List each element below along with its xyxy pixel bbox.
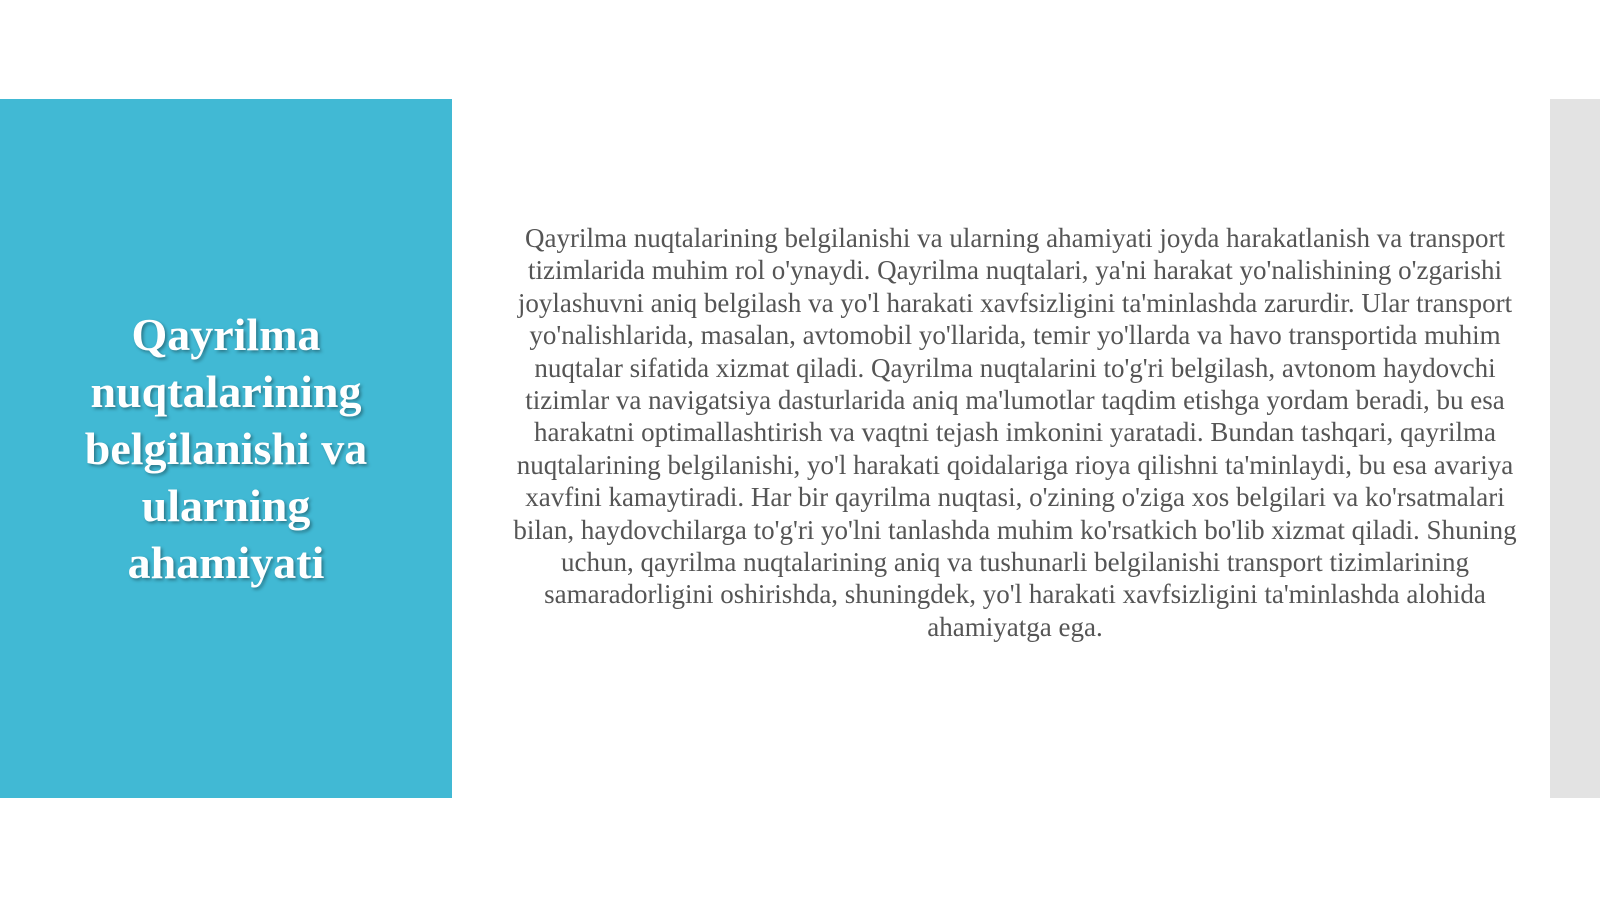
slide-title: Qayrilma nuqtalarining belgilanishi va ularning ahamiyati bbox=[84, 309, 368, 588]
decorative-side-bar bbox=[1550, 99, 1600, 798]
slide-body-text: Qayrilma nuqtalarining belgilanishi va ularning ahamiyati joyda harakatlanish va transport tizimlarida muhim rol o'ynaydi. Qayrilma nuqtalari, ya'ni harakat yo'nalishining o'zgarishi joylashuvni aniq belgilash va yo'l harakati xavfsizligini ta'minlashda zarurdir. Ular transport yo'nalishlarida, masalan, avtomobil yo'llarida, temir yo'llarda va havo transportida muhim nuqtalar sifatida xizmat qiladi. Qayrilma nuqtalarini to'g'ri belgilash, avtonom haydovchi tizimlar va navigatsiya dasturlarida aniq ma'lumotlar taqdim etishga yordam beradi, bu esa harakatni optimallashtirish va vaqtni tejash imkonini yaratadi. Bundan tashqari, qayrilma nuqtalarining belgilanishi, yo'l harakati qoidalariga rioya qilishni ta'minlaydi, bu esa avariya xavfini kamaytiradi. Har bir qayrilma nuqtasi, o'zining o'ziga xos belgilari va ko'rsatmalari bilan, haydovchilarga to'g'ri yo'lni tanlashda muhim ko'rsatkich bo'lib xizmat qiladi. Shuning uchun, qayrilma nuqtalarining aniq va tushunarli belgilanishi transport tizimlarining samaradorligini oshirishda, shuningdek, yo'l harakati xavfsizligini ta'minlashda alohida ahamiyatga ega. bbox=[513, 223, 1517, 642]
title-panel bbox=[0, 99, 452, 798]
